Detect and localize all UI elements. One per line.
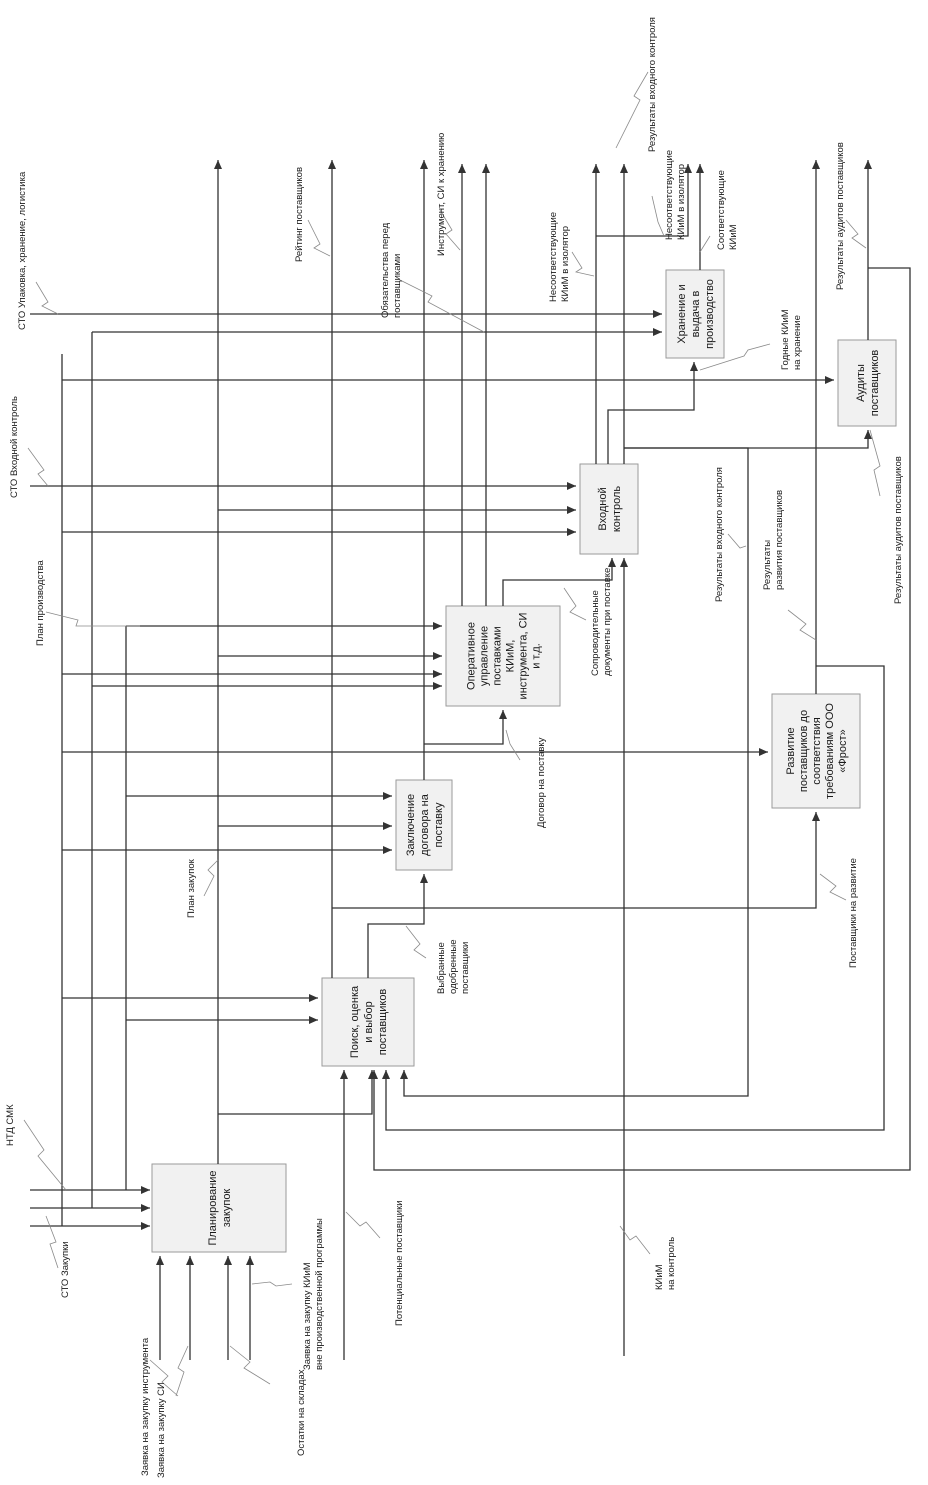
label-line: Поставщики на развитие	[848, 858, 859, 968]
label-line: Планирование	[207, 1170, 219, 1246]
label-purchase-plan	[186, 858, 197, 918]
label-line: поставщиков	[377, 988, 389, 1056]
label-line: Результаты входного контроля	[647, 17, 658, 152]
label-line: Несоответствующие	[548, 211, 559, 302]
label-obligations	[380, 222, 403, 318]
label-potential-suppliers	[394, 1200, 405, 1326]
label-ntd-smk	[5, 1104, 16, 1146]
box-contract-label	[405, 793, 445, 856]
label-line: и т.д.	[530, 643, 543, 669]
label-line: Оперативное	[465, 622, 478, 690]
label-line: СТО Упаковка, хранение, логистика	[17, 171, 28, 330]
label-suitable-storage	[780, 309, 803, 370]
label-line: управление	[478, 625, 491, 687]
label-line: на контроль	[666, 1236, 677, 1290]
label-line: План производства	[35, 560, 46, 646]
label-request-si	[156, 1382, 167, 1478]
label-line: требованиям ООО	[824, 703, 836, 799]
label-line: Хранение и	[676, 284, 688, 344]
box-search-evaluate-select[interactable]	[322, 978, 414, 1066]
label-selected-suppliers	[436, 939, 471, 994]
label-line: План закупок	[186, 859, 197, 918]
label-line: Соответствующие	[716, 170, 727, 250]
label-line: Результаты входного контроля	[714, 467, 725, 602]
label-line: Годные КИиМ	[780, 309, 791, 370]
label-line: КИиМ в изолятор	[560, 225, 571, 302]
label-line: поставщиками	[392, 253, 403, 318]
label-line: закупок	[221, 1188, 233, 1228]
label-line: Несоответствующие	[664, 149, 675, 240]
box-supplier-development[interactable]	[772, 694, 860, 808]
label-line: Аудиты	[855, 364, 867, 402]
label-line: Договор на поставку	[536, 737, 547, 828]
label-incoming-results-top	[647, 17, 658, 152]
label-nonconforming-isolator-b	[664, 150, 687, 240]
label-incoming-results-mid	[714, 467, 725, 602]
label-tool-storage	[436, 133, 447, 256]
label-line: на хранение	[792, 315, 803, 370]
label-line: КИиМ	[654, 1264, 665, 1290]
label-line: и выбор	[363, 1001, 375, 1043]
label-line: СТО Входной контроль	[9, 396, 20, 498]
label-line: Развитие	[785, 727, 797, 775]
label-request-outside-program	[302, 1218, 325, 1370]
label-line: договора на	[419, 794, 431, 856]
label-line: Выбранные	[436, 942, 447, 994]
label-line: Поиск, оценка	[349, 985, 361, 1059]
label-line: НТД СМК	[5, 1104, 16, 1146]
label-conforming	[716, 170, 739, 250]
label-supplier-rating	[294, 167, 305, 262]
label-line: КИиМ	[728, 224, 739, 250]
label-line: Результаты аудитов поставщиков	[893, 456, 904, 604]
label-line: вне производственной программы	[314, 1218, 325, 1370]
label-materials-for-control	[654, 1237, 677, 1290]
label-line: «Фрост»	[837, 729, 849, 773]
box-planning[interactable]	[152, 1164, 286, 1252]
box-supplier-audits[interactable]	[838, 340, 896, 426]
label-accompanying-docs	[590, 568, 613, 676]
label-line: Остатки на складах	[296, 1369, 307, 1456]
label-line: Обязательства перед	[380, 222, 391, 318]
label-line: Инструмент, СИ к хранению	[436, 132, 447, 256]
label-development-results	[762, 490, 785, 590]
label-sto-incoming	[9, 396, 20, 498]
label-line: поставками	[491, 626, 504, 686]
label-line: одобренные	[448, 939, 459, 994]
label-nonconforming-isolator-a	[548, 212, 571, 302]
label-line: КИиМ,	[504, 639, 517, 673]
label-warehouse-stock	[296, 1369, 307, 1456]
label-line: Результаты аудитов поставщиков	[835, 142, 846, 290]
label-line: инструмента, СИ	[517, 612, 530, 700]
label-suppliers-for-development	[848, 858, 859, 968]
box-incoming-control[interactable]	[580, 464, 638, 554]
label-line: Заключение	[405, 793, 417, 857]
label-line: КИиМ в изолятор	[676, 163, 687, 240]
box-operational-management[interactable]	[446, 606, 560, 706]
label-sto-purchases	[60, 1241, 71, 1298]
label-line: поставщиков	[869, 349, 881, 417]
box-storage-issue[interactable]	[666, 270, 724, 358]
label-line: Заявка на закупку инструмента	[140, 1337, 151, 1476]
label-line: поставку	[433, 802, 445, 848]
label-supply-contract	[536, 737, 547, 828]
label-audit-results-top	[835, 142, 846, 290]
label-audit-results-mid	[893, 456, 904, 604]
label-line: Рейтинг поставщиков	[294, 167, 305, 262]
label-line: поставщиков до	[798, 709, 810, 793]
label-line: Сопроводительные	[590, 590, 601, 676]
label-line: соответствия	[811, 717, 823, 785]
label-line: Потенциальные поставщики	[394, 1200, 405, 1326]
label-production-plan	[35, 559, 46, 646]
label-request-instrument	[140, 1337, 151, 1476]
label-line: документы при поставке	[602, 567, 613, 676]
label-line: поставщики	[460, 941, 471, 994]
labels	[5, 17, 904, 1478]
label-line: Заявка на закупку СИ	[156, 1382, 167, 1478]
label-line: развития поставщиков	[774, 489, 785, 590]
label-line: СТО Закупки	[60, 1241, 71, 1298]
label-sto-packaging	[17, 171, 28, 330]
label-line: производство	[704, 279, 716, 349]
label-line: Заявка на закупку КИиМ	[302, 1262, 313, 1370]
label-line: Результаты	[762, 539, 773, 590]
label-line: контроль	[611, 485, 623, 533]
label-line: Входной	[597, 487, 609, 531]
box-contract[interactable]	[396, 780, 452, 870]
label-line: выдача в	[690, 290, 702, 338]
